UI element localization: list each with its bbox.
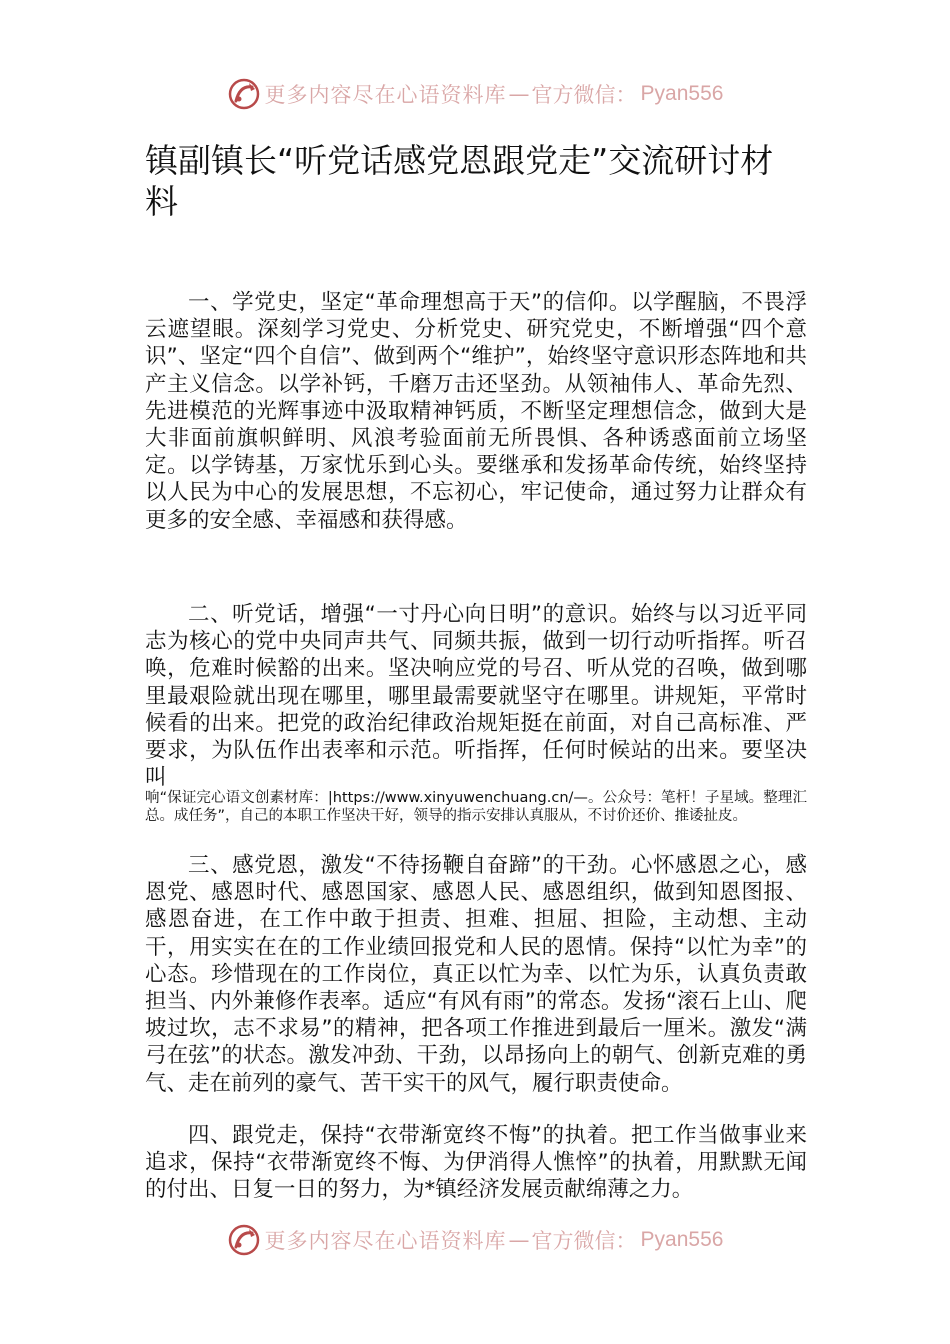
watermark-dash: — [508, 1228, 530, 1252]
footer-watermark-banner [0, 1220, 950, 1260]
xinyu-logo-icon [227, 1223, 261, 1257]
watermark-text: 更多内容尽在心语资料库 [264, 1229, 507, 1253]
paragraph-4: 四、跟党走，保持“衣带渐宽终不悔”的执着。把工作当做事业来追求，保持“衣带渐宽终不悔、为伊消得人憔悴”的执着，用默默无闻的付出、日复一日的努力，为*镇经济发展贡献绵薄之力。 [145, 1123, 807, 1203]
inserted-note: 响“保证完心语文创素材库：|https://www.xinyuwenchuang.cn/—。公众号：笔杆！子星域。整理汇总。成任务”，自己的本职工作坚决干好，领导的指示安排认真服从，不讨价还价、推诿扯皮。 [145, 790, 807, 824]
wechat-id: Pyan556 [640, 1228, 724, 1251]
paragraph-2: 二、听党话，增强“一寸丹心向日明”的意识。始终与以习近平同志为核心的党中央同声共气、同频共振，做到一切行动听指挥。听召唤，危难时候豁的出来。坚决响应党的号召、听从党的召唤，做到哪里最艰险就出现在哪里，哪里最需要就坚守在哪里。讲规矩，平常时候看的出来。把党的政治纪律政治规矩挺在前面，对自己高标准、严要求，为队伍作出表率和示范。听指挥，任何时候站的出来。要坚决叫 [145, 602, 807, 791]
watermark-dash: — [508, 82, 530, 106]
paragraph-1: 一、学党史，坚定“革命理想高于天”的信仰。以学醒脑，不畏浮云遮望眼。深刻学习党史、分析党史、研究党史，不断增强“四个意识”、坚定“四个自信”、做到两个“维护”，始终坚守意识形态阵地和共产主义信念。以学补钙，千磨万击还坚劲。从领袖伟人、革命先烈、先进模范的光辉事迹中汲取精神钙质，不断坚定理想信念，做到大是大非面前旗帜鲜明、风浪考验面前无所畏惧、各种诱惑面前立场坚定。以学铸基，万家忧乐到心头。要继承和发扬革命传统，始终坚持以人民为中心的发展思想，不忘初心，牢记使命，通过努力让群众有更多的安全感、幸福感和获得感。 [145, 290, 807, 533]
watermark-text: 更多内容尽在心语资料库 [264, 83, 507, 107]
paragraph-3: 三、感党恩，激发“不待扬鞭自奋蹄”的干劲。心怀感恩之心，感恩党、感恩时代、感恩国家、感恩人民、感恩组织，做到知恩图报、感恩奋进，在工作中敢于担责、担难、担屈、担险，主动想、主动干，用实实在在的工作业绩回报党和人民的恩情。保持“以忙为幸”的心态。珍惜现在的工作岗位，真正以忙为幸、以忙为乐，认真负责敢担当、内外兼修作表率。适应“有风有雨”的常态。发扬“滚石上山、爬坡过坎，志不求易”的精神，把各项工作推进到最后一厘米。激发“满弓在弦”的状态。激发冲劲、干劲，以昂扬向上的朝气、创新克难的勇气、走在前列的豪气、苦干实干的风气，履行职责使命。 [145, 853, 807, 1096]
wechat-id: Pyan556 [640, 82, 724, 105]
document-title: 镇副镇长“听党话感党恩跟党走”交流研讨材料 [145, 141, 774, 221]
wechat-label: 官方微信： [531, 83, 637, 107]
xinyu-logo-icon [227, 77, 261, 111]
header-watermark-banner [0, 74, 950, 114]
wechat-label: 官方微信： [531, 1229, 637, 1253]
